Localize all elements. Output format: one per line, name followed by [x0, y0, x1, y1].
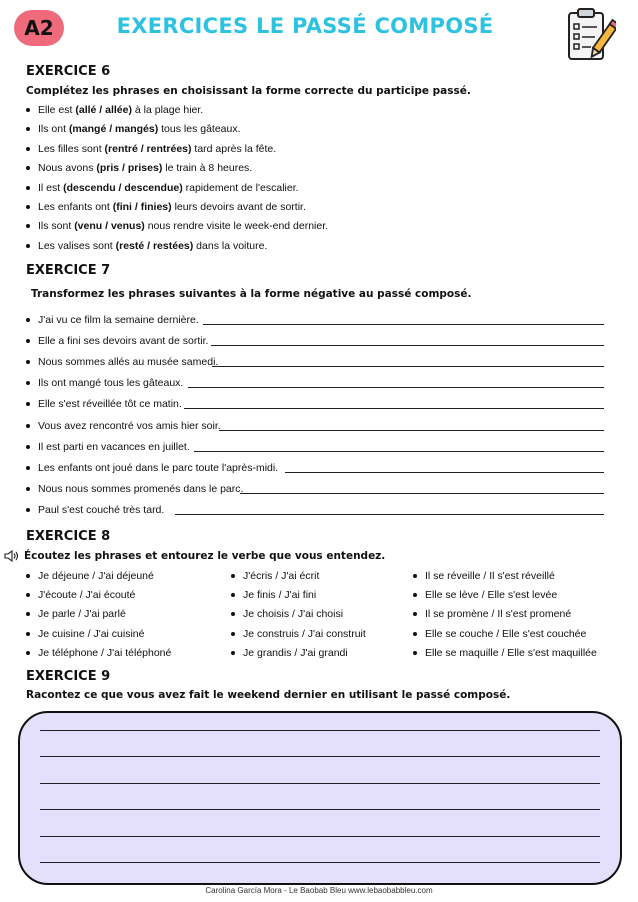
item-text: tous les gâteaux. — [158, 123, 241, 136]
speaker-icon[interactable] — [4, 549, 20, 563]
item-text: Il est — [38, 181, 64, 194]
verb-option[interactable]: J'écoute / J'ai écouté — [38, 589, 136, 602]
participle-choice[interactable]: (resté / restées) — [115, 239, 194, 252]
verb-option[interactable]: Elle se maquille / Elle s'est maquillée — [425, 646, 597, 659]
verb-option[interactable]: J'écris / J'ai écrit — [243, 570, 320, 582]
verb-option[interactable]: Je cuisine / J'ai cuisiné — [38, 627, 145, 640]
writing-line[interactable] — [40, 730, 600, 731]
answer-line[interactable] — [211, 345, 604, 346]
exercise-7-title: EXERCICE 7 — [26, 263, 111, 278]
participle-choice[interactable]: (allé / allée) — [75, 104, 132, 116]
exercise-9-instruction: Racontez ce que vous avez fait le weekend dernier en utilisant le passé composé. — [26, 689, 511, 701]
verb-option[interactable]: Je téléphone / J'ai téléphoné — [38, 646, 172, 659]
item-text: nous rendre visite le week-end dernier. — [144, 220, 329, 233]
answer-line[interactable] — [184, 408, 604, 409]
answer-line[interactable] — [188, 387, 604, 388]
list-item — [38, 239, 267, 253]
answer-line[interactable] — [212, 366, 604, 367]
notepad-pencil-icon — [564, 6, 616, 64]
page-title: EXERCICES LE PASSÉ COMPOSÉ — [116, 14, 494, 38]
verb-option[interactable]: Il se promène / Il s'est promené — [425, 608, 572, 621]
list-item — [38, 142, 276, 156]
item-text: Ils sont — [38, 220, 75, 233]
answer-line[interactable] — [175, 514, 604, 515]
list-item — [38, 122, 241, 136]
answer-line[interactable] — [219, 430, 604, 431]
list-item: Nous nous sommes promenés dans le parc. — [38, 482, 244, 495]
participle-choice[interactable]: (venu / venus) — [74, 220, 145, 233]
verb-option[interactable]: Elle se couche / Elle s'est couchée — [425, 627, 587, 640]
verb-option[interactable]: Je grandis / J'ai grandi — [243, 646, 348, 659]
participle-choice[interactable]: (pris / prises) — [96, 162, 163, 175]
exercise-8-title: EXERCICE 8 — [26, 529, 111, 544]
answer-line[interactable] — [203, 324, 604, 325]
participle-choice[interactable]: (mangé / mangés) — [68, 123, 159, 136]
list-item: Il est parti en vacances en juillet. — [38, 440, 190, 453]
verb-option[interactable]: Je construis / J'ai construit — [243, 627, 366, 640]
writing-line[interactable] — [40, 756, 600, 757]
item-text: Ils ont — [38, 123, 69, 136]
participle-choice[interactable]: (fini / finies) — [112, 201, 172, 213]
item-text: Les enfants ont — [38, 201, 113, 213]
list-item — [38, 181, 299, 195]
item-text: rapidement de l'escalier. — [182, 181, 299, 194]
exercise-7-instruction: Transformez les phrases suivantes à la forme négative au passé composé. — [31, 288, 472, 300]
list-item — [38, 103, 203, 117]
list-item: Elle a fini ses devoirs avant de sortir. — [38, 335, 209, 348]
exercise-6-title: EXERCICE 6 — [26, 64, 111, 79]
list-item: Paul s'est couché très tard. — [38, 503, 165, 516]
list-item: Vous avez rencontré vos amis hier soir. — [38, 419, 221, 432]
item-text: Nous avons — [38, 162, 97, 175]
participle-choice[interactable]: (rentré / rentrées) — [104, 142, 192, 155]
answer-line[interactable] — [240, 493, 604, 494]
exercise-6-instruction: Complétez les phrases en choisissant la forme correcte du participe passé. — [26, 85, 471, 97]
item-text: à la plage hier. — [131, 104, 204, 116]
item-text: dans la voiture. — [193, 239, 268, 252]
item-text: Les filles sont — [38, 142, 105, 155]
list-item: Les enfants ont joué dans le parc toute l'après-midi. — [38, 461, 279, 474]
item-text: leurs devoirs avant de sortir. — [171, 201, 306, 213]
verb-option[interactable]: Je parle / J'ai parlé — [38, 608, 126, 621]
writing-line[interactable] — [40, 783, 600, 784]
item-text: Les valises sont — [38, 239, 116, 252]
answer-line[interactable] — [285, 472, 604, 473]
list-item: Nous sommes allés au musée samedi. — [38, 356, 219, 369]
writing-box[interactable] — [18, 711, 622, 885]
list-item — [38, 219, 328, 233]
answer-line[interactable] — [194, 451, 604, 452]
verb-option[interactable]: Elle se lève / Elle s'est levée — [425, 589, 558, 602]
writing-line[interactable] — [40, 836, 600, 837]
participle-choice[interactable]: (descendu / descendue) — [63, 181, 183, 194]
item-text: tard après la fête. — [191, 142, 277, 155]
verb-option[interactable]: Je choisis / J'ai choisi — [243, 608, 344, 621]
writing-line[interactable] — [40, 862, 600, 863]
verb-option[interactable]: Je finis / J'ai fini — [243, 589, 317, 602]
verb-option[interactable]: Il se réveille / Il s'est réveillé — [425, 570, 555, 582]
list-item: Elle s'est réveillée tôt ce matin. — [38, 398, 182, 411]
footer-credit: Carolina García Mora - Le Baobab Bleu www.lebaobabbleu.com — [205, 886, 433, 895]
list-item: J'ai vu ce film la semaine dernière. — [38, 314, 199, 326]
list-item — [38, 200, 306, 214]
list-item: Ils ont mangé tous les gâteaux. — [38, 377, 184, 390]
writing-line[interactable] — [40, 809, 600, 810]
verb-option[interactable]: Je déjeune / J'ai déjeuné — [38, 570, 154, 582]
exercise-9-title: EXERCICE 9 — [26, 669, 111, 684]
level-badge: A2 — [14, 10, 64, 46]
exercise-8-instruction: Écoutez les phrases et entourez le verbe que vous entendez. — [24, 550, 386, 562]
list-item — [38, 161, 252, 175]
item-text: le train à 8 heures. — [162, 162, 253, 175]
item-text: Elle est — [38, 104, 76, 116]
